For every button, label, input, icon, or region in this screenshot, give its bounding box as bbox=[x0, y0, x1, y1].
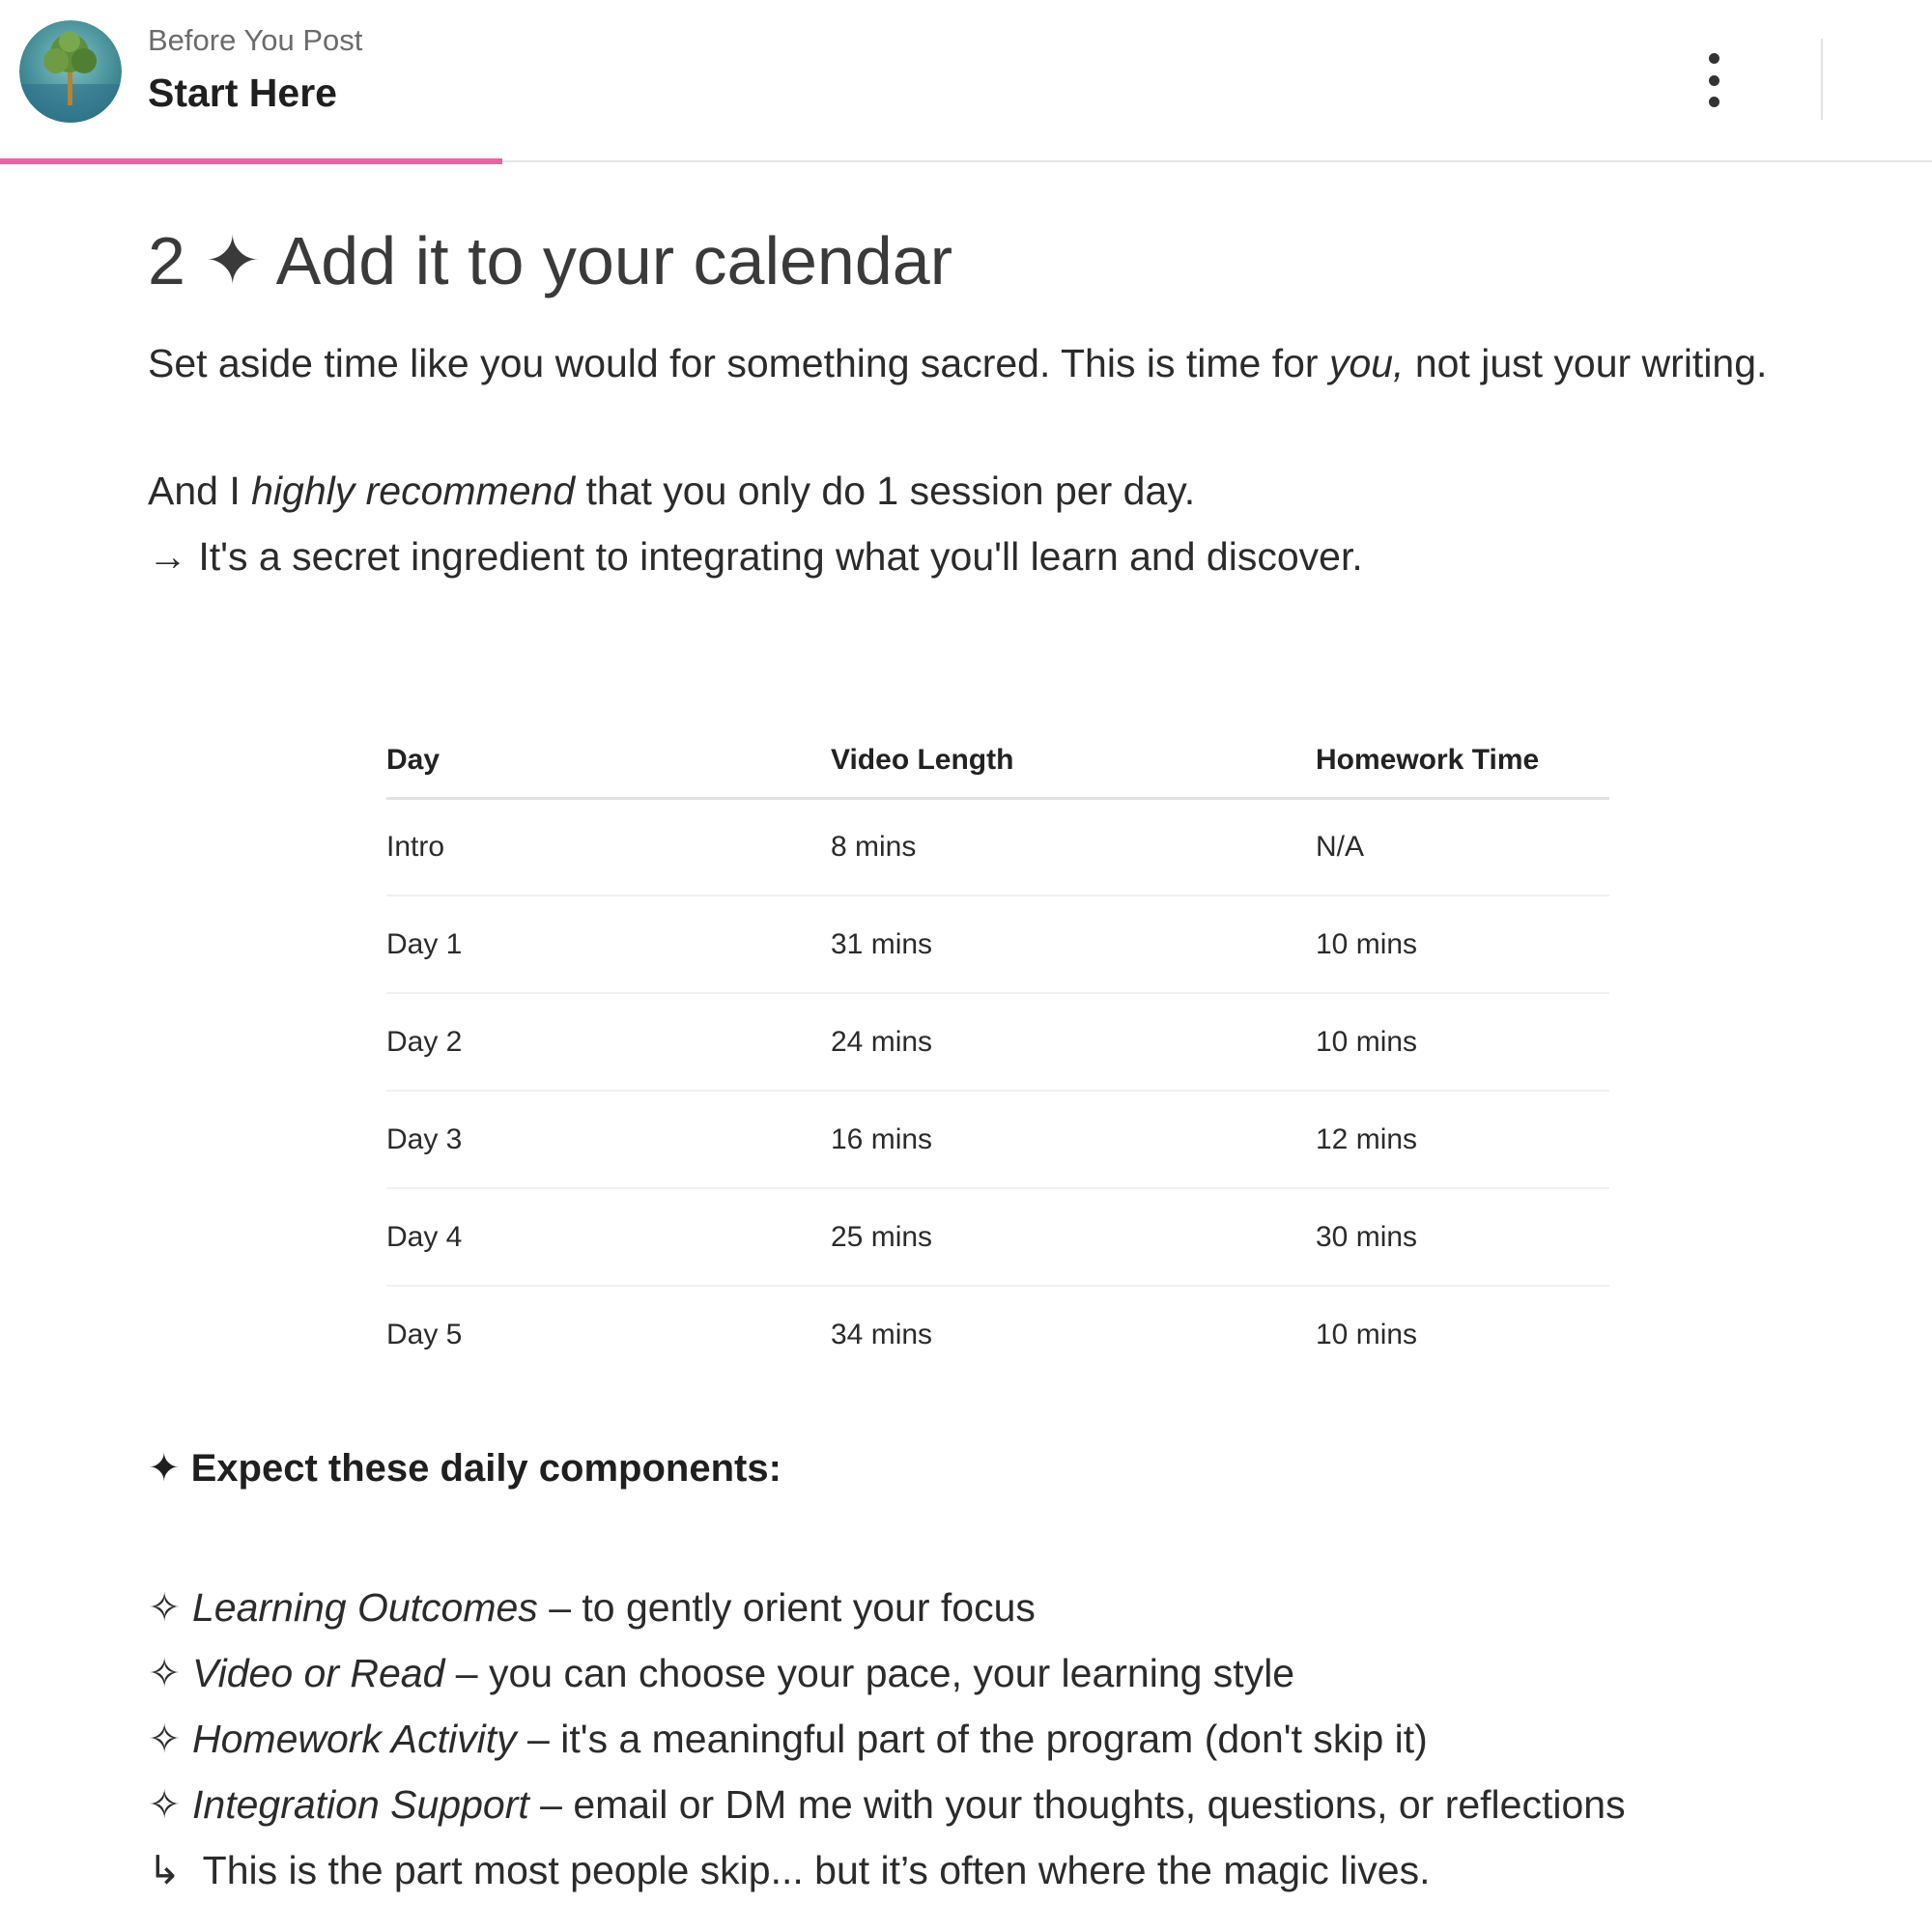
header-divider bbox=[1821, 39, 1823, 120]
table-cell-day: Day 4 bbox=[386, 1188, 831, 1286]
table-cell-video-length: 16 mins bbox=[831, 1091, 1316, 1188]
post-body bbox=[148, 213, 1790, 589]
schedule-table bbox=[386, 724, 1609, 1383]
section-heading: 2 ✦ Add it to your calendar bbox=[148, 223, 953, 298]
list-item bbox=[148, 1640, 1887, 1706]
column-header-video-length: Video Length bbox=[831, 724, 1316, 798]
return-arrow-icon: ↳ bbox=[148, 1848, 182, 1892]
table-row bbox=[386, 798, 1609, 895]
component-name: Video or Read bbox=[192, 1651, 445, 1695]
sparkle-outline-icon: ✧ bbox=[148, 1717, 182, 1761]
table-cell-day: Day 5 bbox=[386, 1319, 463, 1350]
table-cell-video-length: 31 mins bbox=[831, 895, 1316, 993]
list-item bbox=[148, 1575, 1887, 1640]
table-cell-video-length: 24 mins bbox=[831, 993, 1316, 1091]
group-avatar[interactable] bbox=[19, 20, 122, 123]
table-row bbox=[386, 1188, 1609, 1286]
breadcrumb-space-name[interactable]: Before You Post bbox=[148, 23, 363, 57]
table-cell-homework-time: 10 mins bbox=[1316, 993, 1609, 1091]
table-row bbox=[386, 1091, 1609, 1188]
table-cell-homework-time: 30 mins bbox=[1316, 1188, 1609, 1286]
column-header-homework-time: Homework Time bbox=[1316, 724, 1609, 798]
footnote-line bbox=[148, 1837, 1887, 1903]
component-description: – you can choose your pace, your learning style bbox=[444, 1651, 1295, 1695]
table-header-row bbox=[386, 724, 1609, 798]
table-cell-homework-time: 12 mins bbox=[1316, 1091, 1609, 1188]
table-cell-video-length: 25 mins bbox=[831, 1188, 1316, 1286]
recommendation-paragraph: And I highly recommend that you only do 1 session per day. bbox=[148, 469, 1196, 513]
component-name: Homework Activity bbox=[192, 1717, 517, 1761]
list-item bbox=[148, 1772, 1887, 1837]
more-options-icon[interactable] bbox=[1694, 53, 1733, 107]
sparkle-outline-icon: ✧ bbox=[148, 1585, 182, 1630]
top-bar bbox=[0, 0, 1932, 162]
table-cell-video-length: 8 mins bbox=[831, 798, 1316, 895]
sparkle-outline-icon: ✧ bbox=[148, 1651, 182, 1695]
components-list bbox=[148, 1575, 1887, 1903]
list-item bbox=[148, 1706, 1887, 1772]
table-cell-homework-time: 10 mins bbox=[1316, 895, 1609, 993]
table-cell-day: Day 1 bbox=[386, 895, 831, 993]
table-cell-homework-time: 10 mins bbox=[1316, 1319, 1418, 1350]
page-title: Start Here bbox=[148, 71, 337, 115]
component-description: – to gently orient your focus bbox=[537, 1585, 1036, 1630]
secret-ingredient-line: → It's a secret ingredient to integrating what you'll learn and discover. bbox=[148, 534, 1363, 579]
components-heading: ✦ Expect these daily components: bbox=[148, 1447, 781, 1490]
table-cell-day: Intro bbox=[386, 798, 831, 895]
table-cell-video-length: 34 mins bbox=[831, 1319, 933, 1350]
table-row bbox=[386, 895, 1609, 993]
table-row bbox=[386, 993, 1609, 1091]
intro-paragraph: Set aside time like you would for something sacred. This is time for you, not just your writing. bbox=[148, 341, 1768, 385]
footnote-text: This is the part most people skip... but it’s often where the magic lives. bbox=[192, 1848, 1431, 1892]
table-cell-day: Day 3 bbox=[386, 1091, 831, 1188]
table-cell-homework-time: N/A bbox=[1316, 798, 1609, 895]
component-name: Learning Outcomes bbox=[192, 1585, 538, 1630]
column-header-day: Day bbox=[386, 724, 831, 798]
component-description: – email or DM me with your thoughts, questions, or reflections bbox=[528, 1782, 1626, 1827]
table-row bbox=[386, 1286, 1609, 1383]
component-name: Integration Support bbox=[192, 1782, 529, 1827]
component-description: – it's a meaningful part of the program (don't skip it) bbox=[516, 1717, 1428, 1761]
table-cell-day: Day 2 bbox=[386, 993, 831, 1091]
sparkle-outline-icon: ✧ bbox=[148, 1782, 182, 1827]
read-progress-bar bbox=[0, 158, 502, 164]
